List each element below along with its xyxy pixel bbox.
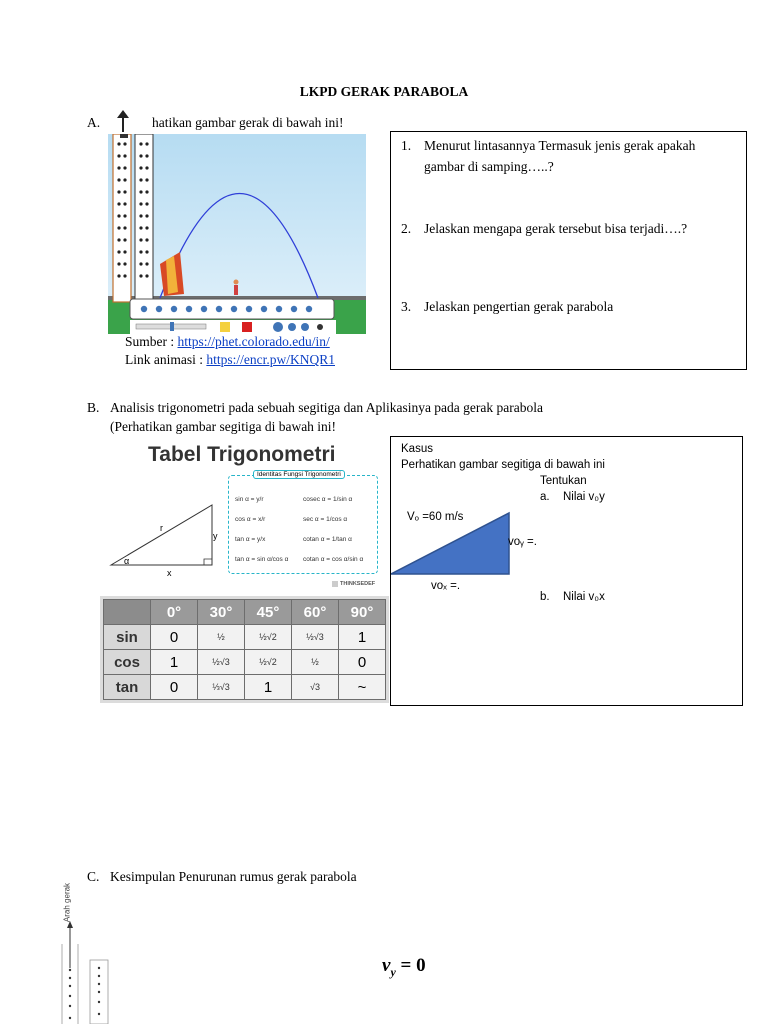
item-a-text: Nilai v₀y xyxy=(563,491,605,503)
table-cell: 0 xyxy=(151,675,198,700)
section-a-instruction: hatikan gambar gerak di bawah ini! xyxy=(152,115,344,130)
trig-value-table xyxy=(100,596,389,703)
table-header: 90° xyxy=(339,600,386,625)
table-cell: 0 xyxy=(339,650,386,675)
section-b-marker: B. xyxy=(87,400,100,415)
identity-tan: tan α = y/x xyxy=(235,536,266,543)
table-cell: 1 xyxy=(245,675,292,700)
case-prompt: Perhatikan gambar segitiga di bawah ini xyxy=(401,459,605,471)
table-cell: ½ xyxy=(292,650,339,675)
case-box xyxy=(390,436,743,706)
section-a-marker: A. xyxy=(87,115,101,130)
section-b-line-1: Analisis trigonometri pada sebuah segitiga dan Aplikasinya pada gerak parabola xyxy=(110,400,543,415)
table-cell: ½√2 xyxy=(245,625,292,650)
side-y-label: y xyxy=(213,531,218,541)
table-cell: 0 xyxy=(151,625,198,650)
arrow-label: Arah gerak xyxy=(62,882,72,923)
question-1-text: Menurut lintasannya Termasuk jenis gerak apakah gambar di samping…..? xyxy=(424,138,696,174)
item-a-marker: a. xyxy=(540,491,550,503)
question-3-number: 3. xyxy=(401,299,412,314)
section-c-marker: C. xyxy=(87,869,100,884)
vy-formula xyxy=(382,955,426,980)
section-b-line-2: (Perhatikan gambar segitiga di bawah ini! xyxy=(110,419,337,434)
voy-label: voᵧ =. xyxy=(508,536,537,548)
questions-box xyxy=(390,131,747,370)
section-c-text: Kesimpulan Penurunan rumus gerak parabola xyxy=(110,869,357,884)
table-header: 45° xyxy=(245,600,292,625)
identity-cosec: cosec α = 1/sin α xyxy=(303,496,353,503)
table-header: 30° xyxy=(198,600,245,625)
brand-label: THINKSEDEF xyxy=(332,581,375,587)
case-task: Tentukan xyxy=(540,475,587,487)
side-x-label: x xyxy=(167,568,172,578)
table-corner xyxy=(104,600,151,625)
table-header: 0° xyxy=(151,600,198,625)
velocity-triangle xyxy=(391,511,516,577)
table-header: 60° xyxy=(292,600,339,625)
source-line xyxy=(125,334,330,350)
trig-heading: Tabel Trigonometri xyxy=(148,443,336,466)
trigonometry-image xyxy=(108,437,378,594)
table-cell: ½√3 xyxy=(292,625,339,650)
vox-label: voₓ =. xyxy=(431,580,461,592)
animation-link[interactable]: https://encr.pw/KNQR1 xyxy=(206,352,335,367)
row-header-tan: tan xyxy=(104,675,151,700)
source-label: Sumber : xyxy=(125,334,178,349)
angle-label: α xyxy=(124,556,130,566)
item-b-text: Nilai v₀x xyxy=(563,591,605,603)
row-header-sin: sin xyxy=(104,625,151,650)
source-link[interactable]: https://phet.colorado.edu/in/ xyxy=(177,334,330,349)
table-cell: 1 xyxy=(339,625,386,650)
table-cell: ½ xyxy=(198,625,245,650)
target-person-icon xyxy=(234,280,239,296)
formula-rest: = 0 xyxy=(395,955,426,976)
identity-cotan: cotan α = 1/tan α xyxy=(303,536,352,543)
projectile-simulation-image xyxy=(108,134,366,334)
table-cell: ⅓√3 xyxy=(198,675,245,700)
identity-cotan-ratio: cotan α = cos α/sin α xyxy=(303,556,364,563)
identity-sec: sec α = 1/cos α xyxy=(303,516,348,523)
question-1-number: 1. xyxy=(401,138,412,153)
up-arrow-icon xyxy=(116,110,130,137)
page-title: LKPD GERAK PARABOLA xyxy=(299,84,469,99)
question-3-text: Jelaskan pengertian gerak parabola xyxy=(424,299,614,314)
identity-panel xyxy=(228,471,378,574)
formula-v: v xyxy=(382,955,391,976)
question-2-text: Jelaskan mengapa gerak tersebut bisa terjadi….? xyxy=(424,221,688,236)
table-cell: ½√2 xyxy=(245,650,292,675)
case-heading: Kasus xyxy=(401,443,433,455)
motion-diagram-image xyxy=(56,878,112,1024)
table-cell: ~ xyxy=(339,675,386,700)
identity-tan-ratio: tan α = sin α/cos α xyxy=(235,556,289,563)
animation-label: Link animasi : xyxy=(125,352,207,367)
identity-sin: sin α = y/r xyxy=(235,496,264,503)
animation-line xyxy=(125,352,335,368)
row-header-cos: cos xyxy=(104,650,151,675)
identity-title: Identitas Fungsi Trigonometri xyxy=(253,470,345,479)
side-r-label: r xyxy=(160,523,163,533)
table-cell: ½√3 xyxy=(198,650,245,675)
formula-sub: y xyxy=(390,964,396,979)
identity-cos: cos α = x/r xyxy=(235,516,266,523)
question-2-number: 2. xyxy=(401,221,412,236)
v0-label: Vₒ =60 m/s xyxy=(407,511,464,523)
table-cell: √3 xyxy=(292,675,339,700)
item-b-marker: b. xyxy=(540,591,550,603)
table-cell: 1 xyxy=(151,650,198,675)
